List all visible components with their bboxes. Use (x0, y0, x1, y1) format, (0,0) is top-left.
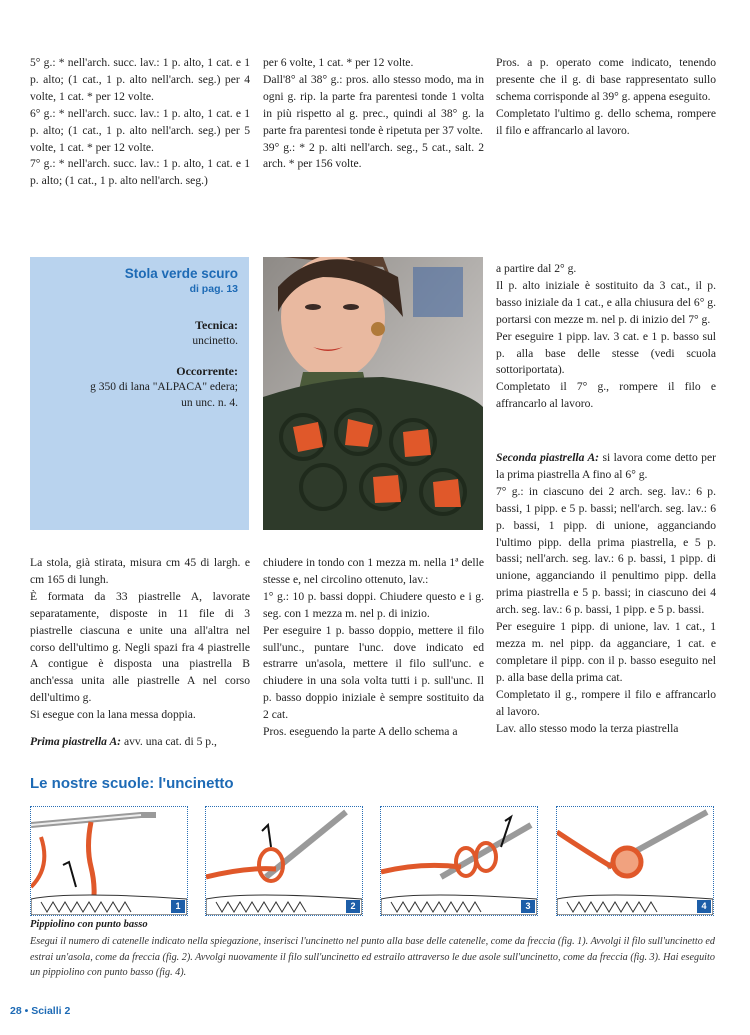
top-column-2 (263, 55, 484, 173)
figure-caption: Esegui il numero di catenelle indicato nella spiegazione, inserisci l'uncinetto nel punto alla base delle catenelle, come da freccia (fig. 1). Avvolgi il filo sull'uncinetto ed estrai un'asola, come da freccia (fig. 2). Avvolgi nuovamente il filo sull'uncinetto ed estrailo attraverso le due asole sull'uncinetto, come da freccia (fig. 3). Hai eseguito un pippiolino con punto basso (fig. 4). (30, 936, 715, 978)
top-column-1 (30, 55, 250, 190)
materials-line: g 350 di lana "ALPACA" edera; (90, 381, 238, 393)
crochet-step-2-illustration (206, 807, 362, 915)
paragraph: Completato l'ultimo g. dello schema, rompere il filo e affrancarlo al lavoro. (496, 106, 716, 137)
crochet-step-1-illustration (31, 807, 187, 915)
materials-line: un unc. n. 4. (181, 397, 238, 409)
paragraph: 1° g.: 10 p. bassi doppi. Chiudere questo e i g. seg. con 1 mezza m. nel p. di inizio. (263, 589, 484, 620)
paragraph-text: avv. una cat. di 5 p., (121, 735, 217, 749)
figure-caption-title: Pippiolino con punto basso (30, 919, 148, 930)
paragraph: 39° g.: * 2 p. alti nell'arch. seg., 5 cat., salt. 2 arch. * per 156 volte. (263, 140, 484, 171)
paragraph: Completato il 7° g., rompere il filo e affrancarlo al lavoro. (496, 380, 716, 411)
bottom-column-3 (496, 450, 716, 737)
paragraph (30, 734, 250, 751)
step-figure-4 (556, 806, 714, 916)
step-figure-2 (205, 806, 363, 916)
paragraph: 6° g.: * nell'arch. succ. lav.: 1 p. alto, 1 cat. e 1 p. alto; (1 cat., 1 p. alto nell'arch. seg.) per 5 volte, 1 cat. * per 12 volte. (30, 106, 250, 154)
technique-label: Tecnica: (195, 318, 238, 332)
section-lead: Prima piastrella A: (30, 735, 122, 749)
paragraph: per 6 volte, 1 cat. * per 12 volte. (263, 56, 414, 69)
figure-number: 3 (521, 900, 535, 913)
paragraph-text: si lavora come detto per la prima piastrella A fino al 6° g. (496, 451, 716, 481)
pattern-info-box (30, 257, 249, 530)
paragraph: Per eseguire 1 pipp. di unione, lav. 1 cat., 1 mezza m. nel pipp. da agganciare, 1 cat. e completare il pipp. con il p. basso eseguito nel p. alla base della prima cat. (496, 620, 716, 684)
paragraph: Per eseguire 1 pipp. lav. 3 cat. e 1 p. basso sul p. alla base delle stesse (vedi scuola sottoriportata). (496, 329, 716, 377)
technique-value: uncinetto. (192, 335, 238, 347)
page-footer: 28 • Scialli 2 (10, 1005, 71, 1017)
paragraph (496, 450, 716, 484)
paragraph: La stola, già stirata, misura cm 45 di largh. e cm 165 di lungh. (30, 556, 250, 586)
pattern-page-ref: di pag. 13 (189, 283, 238, 295)
paragraph: 7° g.: in ciascuno dei 2 arch. seg. lav.: 6 p. bassi, 1 pipp. e 5 p. bassi; nell'arch. seg. lav.: 6 p. bassi, 1 pipp. di unione, agganciando l'ultimo pipp. della prima piastrella, e 5 p. bassi; nell'arch. seg. lav.: 6 p. bassi, 1 pipp. di unione, agganciando il penultimo pipp. della prima piastrella e 5 p. bassi; in ciascuno dei 4 arch. seg. lav.: 6 p. bassi, 1 pipp. e 5 p. bassi. (496, 484, 716, 617)
paragraph: Pros. a p. operato come indicato, tenendo presente che il g. di base rappresentato sullo schema corrisponde al 39° g. appena eseguito. (496, 56, 716, 103)
middle-column-3 (496, 261, 716, 413)
paragraph: Lav. allo stesso modo la terza piastrella (496, 721, 679, 735)
paragraph: chiudere in tondo con 1 mezza m. nella 1ª delle stesse e, nel circolino ottenuto, lav.: (263, 556, 484, 586)
step-figure-1 (30, 806, 188, 916)
figure-number: 2 (346, 900, 360, 913)
school-section-title: Le nostre scuole: l'uncinetto (30, 775, 234, 792)
step-figure-3 (380, 806, 538, 916)
model-photo (263, 257, 483, 530)
paragraph: Per eseguire 1 p. basso doppio, mettere il filo sull'unc., puntare l'unc. dove indicato ed estrarre un'asola, mettere il filo sull'unc. e chiudere in una sola volta tutti i p. sull'unc. Il p. basso doppio iniziale è sempre sostituito da 2 cat. (263, 623, 484, 722)
bottom-column-2 (263, 555, 484, 741)
crochet-step-4-illustration (557, 807, 713, 915)
bottom-column-1 (30, 555, 250, 751)
woman-wearing-stole-image (263, 257, 483, 530)
paragraph: Si esegue con la lana messa doppia. (30, 708, 196, 722)
paragraph: È formata da 33 piastrelle A, lavorate separatamente, disposte in 11 file di 3 piastrelle ciascuna e unite una all'altra nel corso dell'ultimo g. Negli spazi fra 4 piastrelle A contigue è disposta una piastrella B anch'essa unita alle piastrelle A nel corso dell'ultimo g. (30, 589, 250, 705)
figure-number: 1 (171, 900, 185, 913)
paragraph: Il p. alto iniziale è sostituito da 3 cat., il p. basso iniziale da 1 cat., e alla chiusura del 6° g. portarsi con mezze m. nel p. di inizio del 7° g. (496, 278, 716, 326)
crochet-step-3-illustration (381, 807, 537, 915)
top-column-3 (496, 55, 716, 140)
paragraph: Dall'8° al 38° g.: pros. allo stesso modo, ma in ogni g. rip. la parte fra parentesi tonde 1 volta in più rispetto al g. prec., quindi al 38° g. la parte fra parentesi tonde è ripetuta per 37 volte. (263, 72, 484, 137)
paragraph: Pros. eseguendo la parte A dello schema a (263, 725, 458, 739)
figure-number: 4 (697, 900, 711, 913)
paragraph: Completato il g., rompere il filo e affrancarlo al lavoro. (496, 687, 716, 718)
pattern-title: Stola verde scuro (124, 266, 238, 281)
materials-label: Occorrente: (176, 364, 238, 378)
paragraph: 7° g.: * nell'arch. succ. lav.: 1 p. alto, 1 cat. e 1 p. alto; (1 cat., 1 p. alto nell'arch. seg.) (30, 157, 250, 188)
section-lead: Seconda piastrella A: (496, 451, 600, 464)
paragraph: 5° g.: * nell'arch. succ. lav.: 1 p. alto, 1 cat. e 1 p. alto; (1 cat., 1 p. alto nell'arch. seg.) per 4 volte, 1 cat. * per 12 volte. (30, 56, 250, 103)
paragraph: a partire dal 2° g. (496, 262, 577, 275)
